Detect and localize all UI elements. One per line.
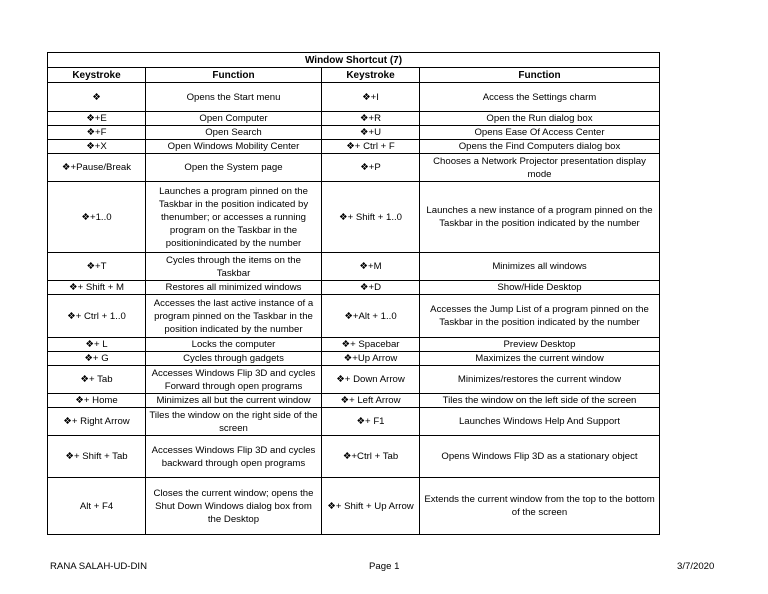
function-cell: Accesses Windows Flip 3D and cycles Forward through open programs [146,366,322,394]
header-function-1: Function [146,68,322,83]
keystroke-cell: ❖+ L [48,338,146,352]
keystroke-cell: ❖+ Home [48,394,146,408]
table-row [48,408,660,436]
keystroke-cell: ❖+ Shift + 1..0 [322,182,420,253]
function-cell: Cycles through gadgets [146,352,322,366]
keystroke-cell: ❖+T [48,253,146,281]
function-cell: Minimizes all but the current window [146,394,322,408]
function-cell: Accesses Windows Flip 3D and cycles backward through open programs [146,436,322,478]
table-row [48,281,660,295]
keystroke-cell: ❖+ G [48,352,146,366]
function-cell: Opens the Start menu [146,83,322,112]
function-cell: Open Windows Mobility Center [146,140,322,154]
table-row [48,366,660,394]
footer-date: 3/7/2020 [677,561,715,572]
function-cell: Show/Hide Desktop [420,281,660,295]
keystroke-cell: ❖+Pause/Break [48,154,146,182]
table-row [48,126,660,140]
footer-author: RANA SALAH-UD-DIN [50,561,148,572]
table-row [48,182,660,253]
keystroke-cell: ❖+1..0 [48,182,146,253]
keystroke-cell: ❖+ F1 [322,408,420,436]
keystroke-cell: ❖+P [322,154,420,182]
function-cell: Tiles the window on the right side of the screen [146,408,322,436]
keystroke-cell: ❖+ Spacebar [322,338,420,352]
shortcut-table [47,52,660,535]
table-row [48,112,660,126]
table-row [48,394,660,408]
keystroke-cell: Alt + F4 [48,478,146,535]
keystroke-cell: ❖+I [322,83,420,112]
function-cell: Minimizes all windows [420,253,660,281]
function-cell: Opens Windows Flip 3D as a stationary object [420,436,660,478]
function-cell: Accesses the last active instance of a program pinned on the Taskbar in the position indicated by the number [146,295,322,338]
function-cell: Open Computer [146,112,322,126]
function-cell: Opens the Find Computers dialog box [420,140,660,154]
function-cell: Open the Run dialog box [420,112,660,126]
function-cell: Locks the computer [146,338,322,352]
keystroke-cell: ❖+ Shift + M [48,281,146,295]
keystroke-cell: ❖+U [322,126,420,140]
function-cell: Launches a program pinned on the Taskbar in the position indicated by thenumber; or accesses a running program on the Taskbar in the positionindicated by the number [146,182,322,253]
keystroke-cell: ❖ [48,83,146,112]
header-keystroke-1: Keystroke [48,68,146,83]
function-cell: Cycles through the items on the Taskbar [146,253,322,281]
function-cell: Launches a new instance of a program pinned on the Taskbar in the position indicated by the number [420,182,660,253]
keystroke-cell: ❖+Alt + 1..0 [322,295,420,338]
keystroke-cell: ❖+ Shift + Up Arrow [322,478,420,535]
table-row [48,352,660,366]
function-cell: Open the System page [146,154,322,182]
function-cell: Opens Ease Of Access Center [420,126,660,140]
table-row [48,436,660,478]
keystroke-cell: ❖+Ctrl + Tab [322,436,420,478]
function-cell: Restores all minimized windows [146,281,322,295]
keystroke-cell: ❖+ Shift + Tab [48,436,146,478]
keystroke-cell: ❖+ Right Arrow [48,408,146,436]
function-cell: Minimizes/restores the current window [420,366,660,394]
function-cell: Open Search [146,126,322,140]
keystroke-cell: ❖+M [322,253,420,281]
keystroke-cell: ❖+ Tab [48,366,146,394]
table-row [48,253,660,281]
keystroke-cell: ❖+ Left Arrow [322,394,420,408]
table-row [48,140,660,154]
function-cell: Maximizes the current window [420,352,660,366]
table-row [48,478,660,535]
keystroke-cell: ❖+ Ctrl + F [322,140,420,154]
function-cell: Accesses the Jump List of a program pinned on the Taskbar in the position indicated by the number [420,295,660,338]
keystroke-cell: ❖+ Down Arrow [322,366,420,394]
table-title: Window Shortcut (7) [48,53,660,68]
keystroke-cell: ❖+X [48,140,146,154]
function-cell: Preview Desktop [420,338,660,352]
keystroke-cell: ❖+R [322,112,420,126]
function-cell: Closes the current window; opens the Shut Down Windows dialog box from the Desktop [146,478,322,535]
table-row [48,338,660,352]
function-cell: Access the Settings charm [420,83,660,112]
function-cell: Tiles the window on the left side of the screen [420,394,660,408]
footer-page: Page 1 [369,561,400,572]
keystroke-cell: ❖+F [48,126,146,140]
header-keystroke-2: Keystroke [322,68,420,83]
table-row [48,83,660,112]
function-cell: Launches Windows Help And Support [420,408,660,436]
keystroke-cell: ❖+Up Arrow [322,352,420,366]
table-row [48,295,660,338]
header-function-2: Function [420,68,660,83]
function-cell: Extends the current window from the top to the bottom of the screen [420,478,660,535]
keystroke-cell: ❖+E [48,112,146,126]
keystroke-cell: ❖+ Ctrl + 1..0 [48,295,146,338]
keystroke-cell: ❖+D [322,281,420,295]
table-row [48,154,660,182]
function-cell: Chooses a Network Projector presentation display mode [420,154,660,182]
